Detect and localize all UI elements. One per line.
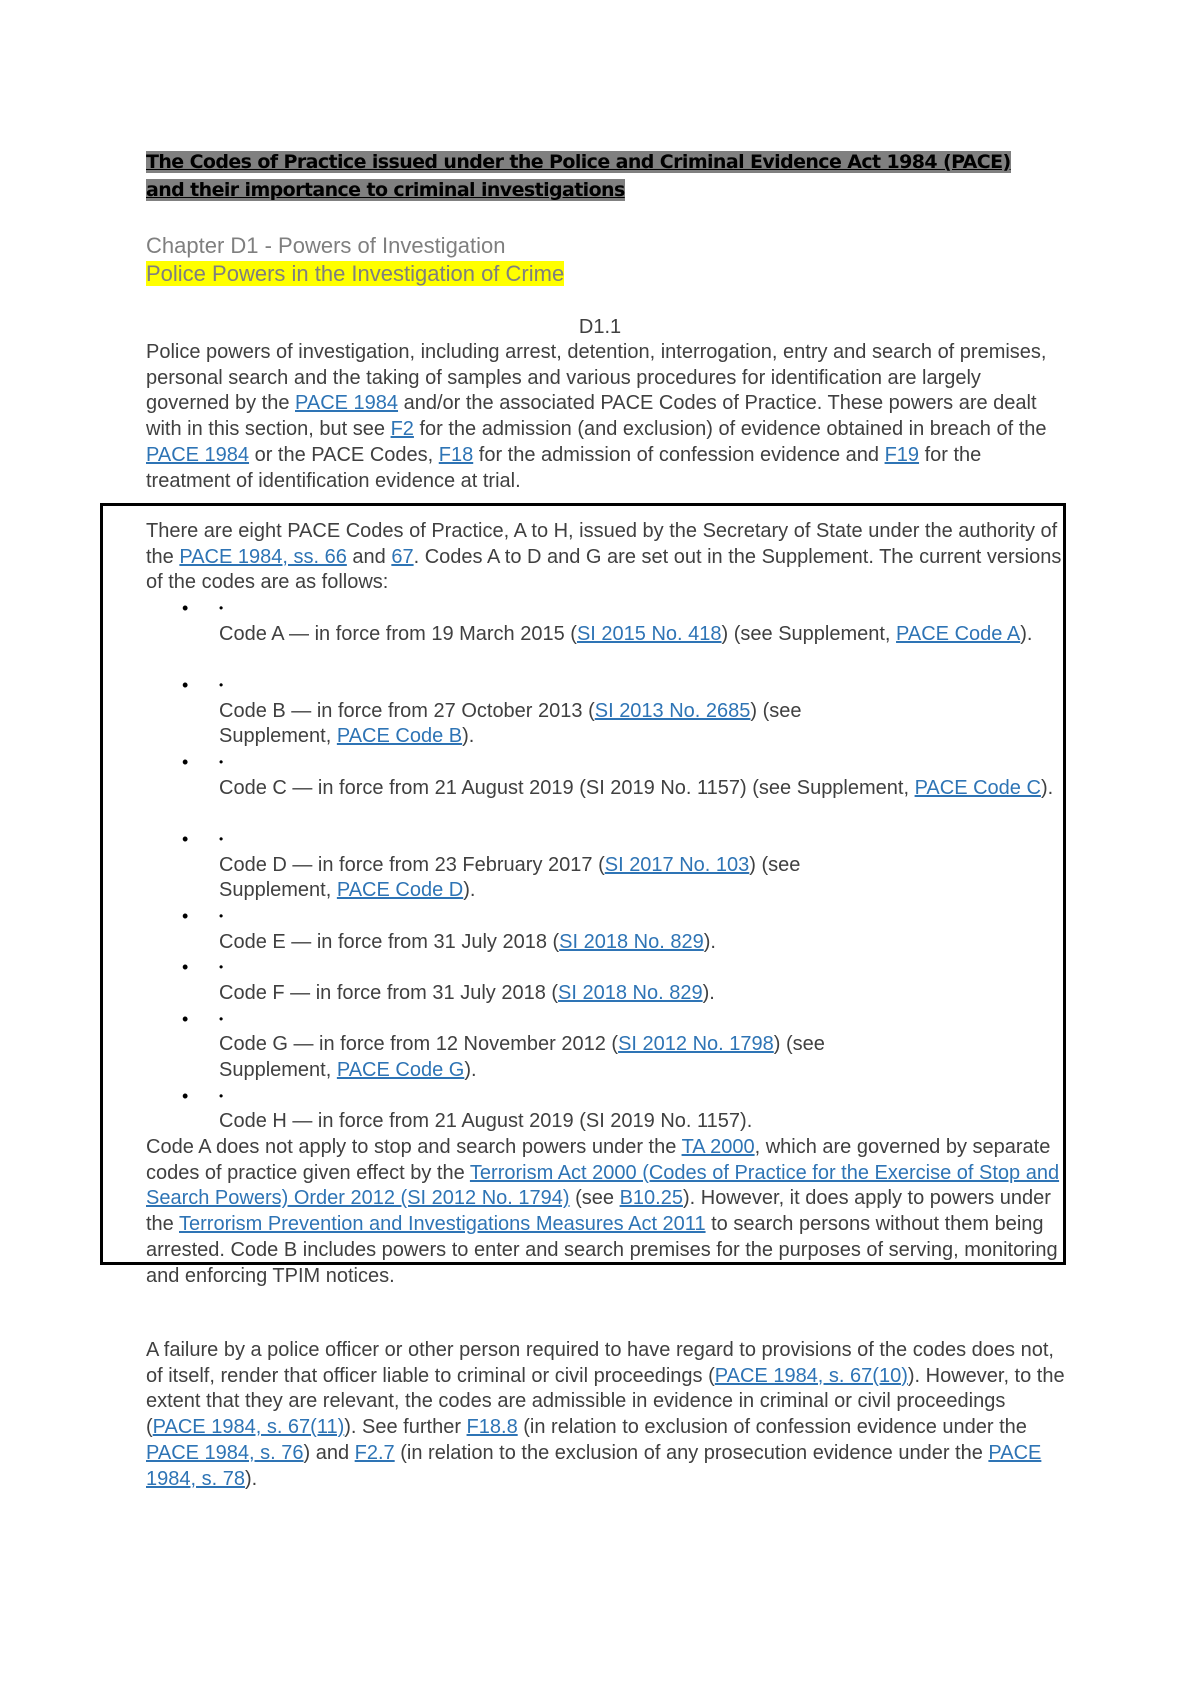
text: ) (see Supplement, (721, 622, 897, 645)
bullet-icon: • (219, 832, 224, 846)
bullet-icon: • (219, 678, 224, 692)
bullet-icon: • (182, 829, 189, 849)
list-item-text (219, 1109, 1066, 1135)
paragraph-4 (146, 1338, 1066, 1492)
text: Code G — in force from 12 November 2012 ( (219, 1033, 619, 1056)
link-ta-2000[interactable]: TA 2000 (681, 1136, 755, 1158)
bullet-icon: • (219, 1088, 224, 1103)
text: Code H — in force from 21 August 2019 (SI 2019 No. 1157). (219, 1110, 753, 1133)
link-si[interactable]: SI 2012 No. 1798 (618, 1033, 774, 1056)
text: ). (462, 725, 475, 748)
bullet-icon: • (182, 1008, 189, 1029)
text: (in relation to the exclusion of any prosecution evidence under the (394, 1441, 989, 1464)
text: Code B — in force from 27 October 2013 ( (219, 699, 595, 722)
paragraph-1 (146, 340, 1066, 494)
text: Code A does not apply to stop and search powers under the (146, 1136, 682, 1158)
link-f19[interactable]: F19 (884, 443, 920, 466)
text: . Codes A to D and G are set out in the Supplement. The current versions of the codes are as follows: (146, 545, 1062, 594)
text: Code D — in force from 23 February 2017 ( (219, 853, 605, 876)
link-67[interactable]: 67 (391, 545, 414, 568)
link-f18-8[interactable]: F18.8 (466, 1416, 518, 1439)
text: Code F — in force from 31 July 2018 ( (219, 982, 559, 1005)
link-f18[interactable]: F18 (438, 443, 474, 466)
bullet-icon: • (219, 755, 224, 769)
link-f2-7[interactable]: F2.7 (354, 1441, 395, 1464)
list-item-text (219, 981, 1066, 1007)
bullet-icon: • (219, 1011, 224, 1026)
list-item-code-e (146, 904, 1066, 955)
list-item-code-c (146, 750, 1066, 827)
text: ). (463, 879, 476, 902)
list-item-code-a (146, 596, 1066, 673)
text: or the PACE Codes, (249, 443, 439, 466)
text: ). (1040, 776, 1054, 799)
section-heading-text: Police Powers in the Investigation of Crime (146, 261, 565, 286)
text: ). See further (344, 1416, 467, 1439)
link-pace-code[interactable]: PACE Code C (914, 776, 1041, 799)
list-item-code-g (146, 1007, 1066, 1084)
text: ) (see Supplement, (219, 853, 801, 902)
text: There are eight PACE Codes of Practice, A to H, issued by the Secretary of State under the authority of the (146, 520, 1058, 568)
link-terrorism-act-order[interactable]: Terrorism Act 2000 (Codes of Practice for the Exercise of Stop and Search Powers) Order 2012 (SI 2012 No. 1794) (146, 1161, 1060, 1210)
text: for the treatment of identification evidence at trial. (146, 443, 982, 492)
text: ). However, to the extent that they are relevant, the codes are admissible in evidence in criminal or civil proceedings ( (146, 1364, 1065, 1439)
link-pace-1984[interactable]: PACE 1984 (295, 392, 399, 415)
title-text: The Codes of Practice issued under the Police and Criminal Evidence Act 1984 (PACE) and their importance to criminal investigations (146, 151, 1011, 201)
text: ). (464, 1059, 477, 1082)
bullet-icon: • (182, 957, 189, 978)
list-item-code-d (146, 827, 1066, 904)
bullet-icon: • (182, 752, 189, 772)
text: , which are governed by separate codes of practice given effect by the (146, 1136, 1051, 1184)
bullet-icon: • (182, 1085, 189, 1106)
text: for the admission (and exclusion) of evidence obtained in breach of the (413, 418, 1047, 441)
link-pace-s76[interactable]: PACE 1984, s. 76 (146, 1441, 304, 1464)
link-si[interactable]: SI 2018 No. 829 (558, 982, 703, 1005)
link-pace-1984[interactable]: PACE 1984 (146, 443, 250, 466)
paragraph-2 (146, 519, 1066, 596)
list-item-code-f (146, 955, 1066, 1006)
list-item-code-b (146, 673, 1066, 750)
text: Code A — in force from 19 March 2015 ( (219, 622, 577, 645)
link-pace-s67-10[interactable]: PACE 1984, s. 67(10) (714, 1364, 908, 1387)
bullet-icon: • (182, 906, 189, 926)
link-tpim-act[interactable]: Terrorism Prevention and Investigations Measures Act 2011 (179, 1213, 706, 1236)
list-item-text (219, 699, 879, 750)
chapter-heading: Chapter D1 - Powers of Investigation (146, 233, 506, 258)
link-si[interactable]: SI 2018 No. 829 (559, 930, 704, 953)
bullet-icon: • (182, 675, 189, 695)
list-item-code-h (146, 1084, 1066, 1135)
link-pace-code[interactable]: PACE Code A (896, 622, 1021, 645)
link-pace-code[interactable]: PACE Code D (336, 879, 464, 902)
link-pace-ss-66[interactable]: PACE 1984, ss. 66 (179, 545, 347, 568)
text: ). (703, 930, 716, 953)
link-pace-code[interactable]: PACE Code G (336, 1059, 465, 1082)
text: ). (702, 982, 715, 1005)
text: Police powers of investigation, including arrest, detention, interrogation, entry and search of premises, personal search and the taking of samples and various procedures for identification are largely governed by the (146, 341, 1047, 415)
text: and/or the associated PACE Codes of Practice. These powers are dealt with in this section, but see (146, 392, 1037, 441)
text: ) (see Supplement, (219, 699, 802, 748)
list-item-text (219, 622, 1066, 648)
link-pace-s67-11[interactable]: PACE 1984, s. 67(11) (152, 1416, 345, 1439)
document-title (146, 148, 1046, 204)
text: to search persons without them being arrested. Code B includes powers to enter and search premises for the purposes of serving, monitoring and enforcing TPIM notices. (146, 1213, 1058, 1287)
text: Code C — in force from 21 August 2019 (SI 2019 No. 1157) (see Supplement, (219, 776, 915, 799)
link-pace-s78[interactable]: PACE 1984, s. 78 (146, 1441, 1042, 1490)
bullet-icon: • (182, 598, 189, 618)
codes-list (146, 596, 1066, 1135)
text: for the admission of confession evidence and (473, 443, 885, 466)
bullet-icon: • (219, 909, 224, 923)
bullet-icon: • (219, 960, 224, 975)
text: A failure by a police officer or other person required to have regard to provisions of the codes does not, of itself, render that officer liable to criminal or civil proceedings ( (146, 1339, 1054, 1387)
text: (see (569, 1187, 620, 1210)
text: ). However, it does apply to powers under the (146, 1187, 1051, 1236)
link-pace-code[interactable]: PACE Code B (336, 725, 463, 748)
paragraph-number: D1.1 (578, 316, 622, 338)
text: Code E — in force from 31 July 2018 ( (219, 930, 560, 953)
paragraph-3 (146, 1135, 1066, 1289)
link-b10-25[interactable]: B10.25 (619, 1187, 683, 1210)
list-item-text (219, 1032, 909, 1083)
list-item-text (219, 853, 879, 904)
text: ) (see Supplement, (219, 1033, 825, 1082)
text: ). (244, 1467, 258, 1490)
text: and (346, 545, 392, 568)
bullet-icon: • (219, 601, 224, 615)
text: ). (1020, 622, 1033, 645)
text: ) and (303, 1441, 355, 1464)
list-item-text (219, 776, 1066, 802)
link-si[interactable]: SI 2017 No. 103 (604, 853, 750, 876)
text: (in relation to exclusion of confession evidence under the (517, 1416, 1027, 1439)
link-si[interactable]: SI 2013 No. 2685 (594, 699, 751, 722)
section-heading (146, 260, 564, 288)
link-si[interactable]: SI 2015 No. 418 (576, 622, 722, 645)
link-f2[interactable]: F2 (390, 418, 414, 441)
list-item-text (219, 930, 1066, 956)
